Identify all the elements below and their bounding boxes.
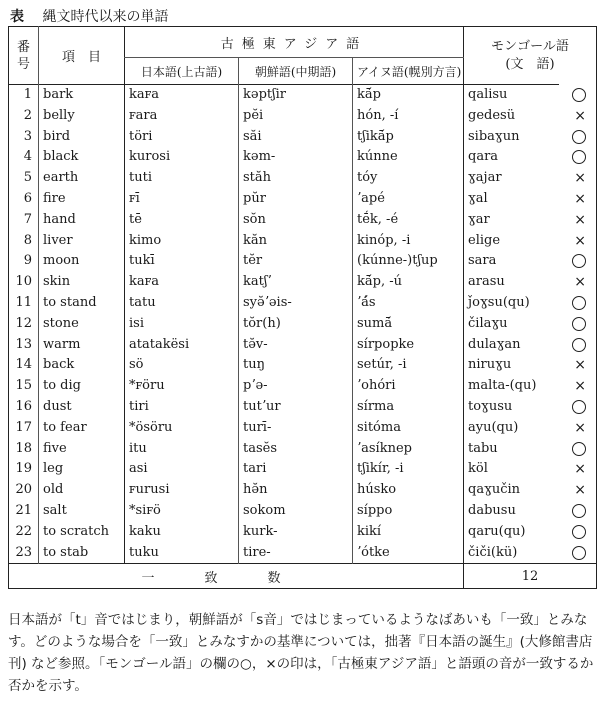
table-row (9, 459, 597, 480)
item-english: bark (39, 85, 125, 106)
row-number: 14 (15, 357, 32, 373)
row-number: 5 (23, 170, 32, 186)
match-mark (559, 106, 597, 127)
mongolian-word: qaɣučin (464, 480, 559, 501)
korean-word: kurk- (239, 522, 353, 543)
circle-icon (572, 400, 586, 414)
match-mark (559, 293, 597, 314)
cross-icon: × (574, 232, 586, 249)
japanese-word: ꜰurusi (125, 480, 239, 501)
match-mark (559, 210, 597, 231)
row-number: 10 (15, 274, 32, 290)
cross-icon: × (574, 107, 586, 124)
header-ainu: アイヌ語(幌別方言) (353, 58, 464, 85)
header-korean: 朝鮮語(中期語) (239, 58, 353, 85)
circle-icon (572, 504, 586, 518)
header-item: 項 目 (39, 27, 125, 85)
japanese-word: *siꜰö (125, 501, 239, 522)
korean-word: tasĕs (239, 439, 353, 460)
cross-icon: × (574, 482, 586, 499)
match-mark (559, 314, 597, 335)
circle-icon (572, 88, 586, 102)
row-number: 12 (15, 315, 32, 331)
row-number: 16 (15, 398, 32, 414)
korean-word: tutʼur (239, 397, 353, 418)
korean-word: tĕr (239, 251, 353, 272)
cross-icon: × (574, 461, 586, 478)
row-number: 3 (23, 128, 32, 144)
mongolian-word: qaru(qu) (464, 522, 559, 543)
japanese-word: asi (125, 459, 239, 480)
japanese-word: tuku (125, 543, 239, 564)
ainu-word: setúr, -i (353, 355, 464, 376)
japanese-word: kaꜰa (125, 85, 239, 106)
ainu-word: síppo (353, 501, 464, 522)
mongolian-word: niruɣu (464, 355, 559, 376)
item-english: earth (39, 168, 125, 189)
mongolian-word: dabusu (464, 501, 559, 522)
cross-icon: × (574, 274, 586, 291)
japanese-word: atatakësi (125, 335, 239, 356)
item-english: moon (39, 251, 125, 272)
row-number: 4 (23, 149, 32, 165)
japanese-word: tuti (125, 168, 239, 189)
header-mongolian-sub: (文 語) (505, 56, 555, 72)
header-number: 番号 (16, 39, 30, 72)
japanese-word: *ösöru (125, 418, 239, 439)
korean-word: sŏn (239, 210, 353, 231)
korean-word: săi (239, 127, 353, 148)
table-caption (10, 6, 168, 26)
japanese-word: töri (125, 127, 239, 148)
match-mark (559, 459, 597, 480)
mongolian-word: arasu (464, 272, 559, 293)
korean-word: sokom (239, 501, 353, 522)
ainu-word: tʃikā́p (353, 127, 464, 148)
table-row (9, 210, 597, 231)
row-number: 1 (9, 85, 39, 106)
cross-icon: × (574, 419, 586, 436)
circle-icon (572, 525, 586, 539)
item-english: dust (39, 397, 125, 418)
mongolian-word: qara (464, 147, 559, 168)
table-row (9, 355, 597, 376)
row-number: 6 (23, 190, 32, 206)
japanese-word: kaꜰa (125, 272, 239, 293)
match-mark (559, 231, 597, 252)
item-english: stone (39, 314, 125, 335)
item-english: to dig (39, 376, 125, 397)
japanese-word: tē (125, 210, 239, 231)
table-row (9, 85, 597, 106)
mongolian-word: čilaɣu (464, 314, 559, 335)
mongolian-word: dulaɣan (464, 335, 559, 356)
header-mongolian (464, 27, 597, 85)
row-number: 13 (15, 336, 32, 352)
circle-icon (572, 317, 586, 331)
match-mark (559, 272, 597, 293)
ainu-word: hón, -í (353, 106, 464, 127)
item-english: hand (39, 210, 125, 231)
header-mongolian-title: モンゴール語 (491, 38, 569, 54)
item-english: to stand (39, 293, 125, 314)
ainu-word: ʼá́s (353, 293, 464, 314)
ainu-word: tḗk, -é (353, 210, 464, 231)
row-number: 9 (23, 253, 32, 269)
match-mark (559, 480, 597, 501)
table-row (9, 272, 597, 293)
match-mark (559, 168, 597, 189)
footnote: 日本語が「t」音ではじまり，朝鮮語が「s音」ではじまっているようなばあいも「一致」とみなす。どのような場合を「一致」とみなすかの基準については，拙著『日本語の誕生』(大修館書店刊) など参照。「モンゴール語」の欄の○，×の印は，「古極東アジア語」と語頭の音が一致するか否かを示す。 (8, 612, 594, 694)
japanese-word: ꜰī (125, 189, 239, 210)
korean-word: kəptʃir (239, 85, 353, 106)
item-english: black (39, 147, 125, 168)
ainu-word: (kúnne-)tʃup (353, 251, 464, 272)
match-mark (559, 439, 597, 460)
mongolian-word: köl (464, 459, 559, 480)
japanese-word: tukī (125, 251, 239, 272)
ainu-word: sírpopke (353, 335, 464, 356)
ainu-word: sitóma (353, 418, 464, 439)
circle-icon (572, 296, 586, 310)
row-number: 8 (23, 232, 32, 248)
total-label: 一致数 (9, 564, 464, 589)
cross-icon: × (574, 190, 586, 207)
ainu-word: ʼasíknep (353, 439, 464, 460)
mongolian-word: ɣajar (464, 168, 559, 189)
row-number: 22 (15, 523, 32, 539)
korean-word: stăh (239, 168, 353, 189)
japanese-word: tiri (125, 397, 239, 418)
match-mark (559, 376, 597, 397)
cross-icon: × (574, 211, 586, 228)
header-japanese: 日本語(上古語) (125, 58, 239, 85)
match-mark (559, 355, 597, 376)
match-mark (559, 127, 597, 148)
table-row (9, 231, 597, 252)
japanese-word: tatu (125, 293, 239, 314)
item-english: back (39, 355, 125, 376)
match-mark (559, 501, 597, 522)
ainu-word: sumā́ (353, 314, 464, 335)
mongolian-word: ayu(qu) (464, 418, 559, 439)
korean-word: syə̆ʼəis- (239, 293, 353, 314)
table-row (9, 127, 597, 148)
circle-icon (572, 442, 586, 456)
item-english: bird (39, 127, 125, 148)
match-mark (559, 147, 597, 168)
japanese-word: isi (125, 314, 239, 335)
korean-word: katʃʼ (239, 272, 353, 293)
mongolian-word: toɣusu (464, 397, 559, 418)
cross-icon: × (574, 357, 586, 374)
row-number: 20 (15, 482, 32, 498)
item-english: warm (39, 335, 125, 356)
mongolian-word: ǰoɣsu(qu) (464, 293, 559, 314)
japanese-word: ꜰara (125, 106, 239, 127)
header-group: 古極東アジア語 (125, 27, 464, 58)
korean-word: hə̆n (239, 480, 353, 501)
korean-word: kăn (239, 231, 353, 252)
row-number: 21 (15, 502, 32, 518)
match-mark (559, 397, 597, 418)
korean-word: tŏr(h) (239, 314, 353, 335)
ainu-word: tʃikír, -i (353, 459, 464, 480)
mongolian-word: gedesü (464, 106, 559, 127)
ainu-word: kinóp, -i (353, 231, 464, 252)
table-row (9, 397, 597, 418)
table-row (9, 418, 597, 439)
mongolian-word: čiči(kü) (464, 543, 559, 564)
vocabulary-table (8, 26, 597, 589)
table-row (9, 314, 597, 335)
mongolian-word: ɣar (464, 210, 559, 231)
cross-icon: × (574, 170, 586, 187)
korean-word: pŭr (239, 189, 353, 210)
item-english: five (39, 439, 125, 460)
korean-word: pʼə- (239, 376, 353, 397)
match-mark (559, 335, 597, 356)
row-number: 7 (23, 211, 32, 227)
table-row (9, 522, 597, 543)
item-english: to fear (39, 418, 125, 439)
circle-icon (572, 150, 586, 164)
cross-icon: × (574, 378, 586, 395)
japanese-word: kimo (125, 231, 239, 252)
mongolian-word: qalisu (464, 85, 559, 106)
circle-icon (572, 338, 586, 352)
ainu-word: kúnne (353, 147, 464, 168)
table-row (9, 189, 597, 210)
match-mark (559, 543, 597, 564)
japanese-word: sö (125, 355, 239, 376)
table-row (9, 480, 597, 501)
circle-icon (572, 546, 586, 560)
mongolian-word: sibaɣun (464, 127, 559, 148)
row-number: 19 (15, 461, 32, 477)
item-english: to stab (39, 543, 125, 564)
circle-icon (572, 254, 586, 268)
mongolian-word: sara (464, 251, 559, 272)
japanese-word: *ꜰöru (125, 376, 239, 397)
table-row (9, 439, 597, 460)
match-mark (559, 85, 597, 106)
table-row (9, 335, 597, 356)
korean-word: tə̆v- (239, 335, 353, 356)
ainu-word: kikí (353, 522, 464, 543)
korean-word: pĕi (239, 106, 353, 127)
item-english: salt (39, 501, 125, 522)
total-value: 12 (464, 564, 597, 589)
table-row (9, 293, 597, 314)
korean-word: tari (239, 459, 353, 480)
caption-title: 縄文時代以来の単語 (42, 9, 169, 25)
item-english: fire (39, 189, 125, 210)
mongolian-word: malta-(qu) (464, 376, 559, 397)
item-english: leg (39, 459, 125, 480)
mongolian-word: elige (464, 231, 559, 252)
mongolian-word: tabu (464, 439, 559, 460)
ainu-word: húsko (353, 480, 464, 501)
table-row (9, 543, 597, 564)
ainu-word: ʼótke (353, 543, 464, 564)
match-mark (559, 418, 597, 439)
row-number: 18 (15, 440, 32, 456)
table-row (9, 501, 597, 522)
ainu-word: ʼohóri (353, 376, 464, 397)
ainu-word: kā́p (353, 85, 464, 106)
item-english: liver (39, 231, 125, 252)
korean-word: turī- (239, 418, 353, 439)
ainu-word: kā́p, -ú (353, 272, 464, 293)
match-mark (559, 189, 597, 210)
table-row (9, 376, 597, 397)
circle-icon (572, 130, 586, 144)
japanese-word: itu (125, 439, 239, 460)
japanese-word: kaku (125, 522, 239, 543)
table-row (9, 168, 597, 189)
korean-word: kəm- (239, 147, 353, 168)
row-number: 2 (23, 107, 32, 123)
item-english: belly (39, 106, 125, 127)
japanese-word: kurosi (125, 147, 239, 168)
caption-label: 表 (10, 9, 24, 25)
table-row (9, 147, 597, 168)
match-mark (559, 251, 597, 272)
table-row (9, 251, 597, 272)
item-english: old (39, 480, 125, 501)
korean-word: tuŋ (239, 355, 353, 376)
row-number: 15 (15, 378, 32, 394)
korean-word: tire- (239, 543, 353, 564)
table-row (9, 106, 597, 127)
match-mark (559, 522, 597, 543)
mongolian-word: ɣal (464, 189, 559, 210)
row-number: 17 (15, 419, 32, 435)
row-number: 11 (15, 294, 32, 310)
item-english: to scratch (39, 522, 125, 543)
row-number: 23 (15, 544, 32, 560)
ainu-word: sírma (353, 397, 464, 418)
item-english: skin (39, 272, 125, 293)
ainu-word: tóy (353, 168, 464, 189)
ainu-word: ʼapé (353, 189, 464, 210)
